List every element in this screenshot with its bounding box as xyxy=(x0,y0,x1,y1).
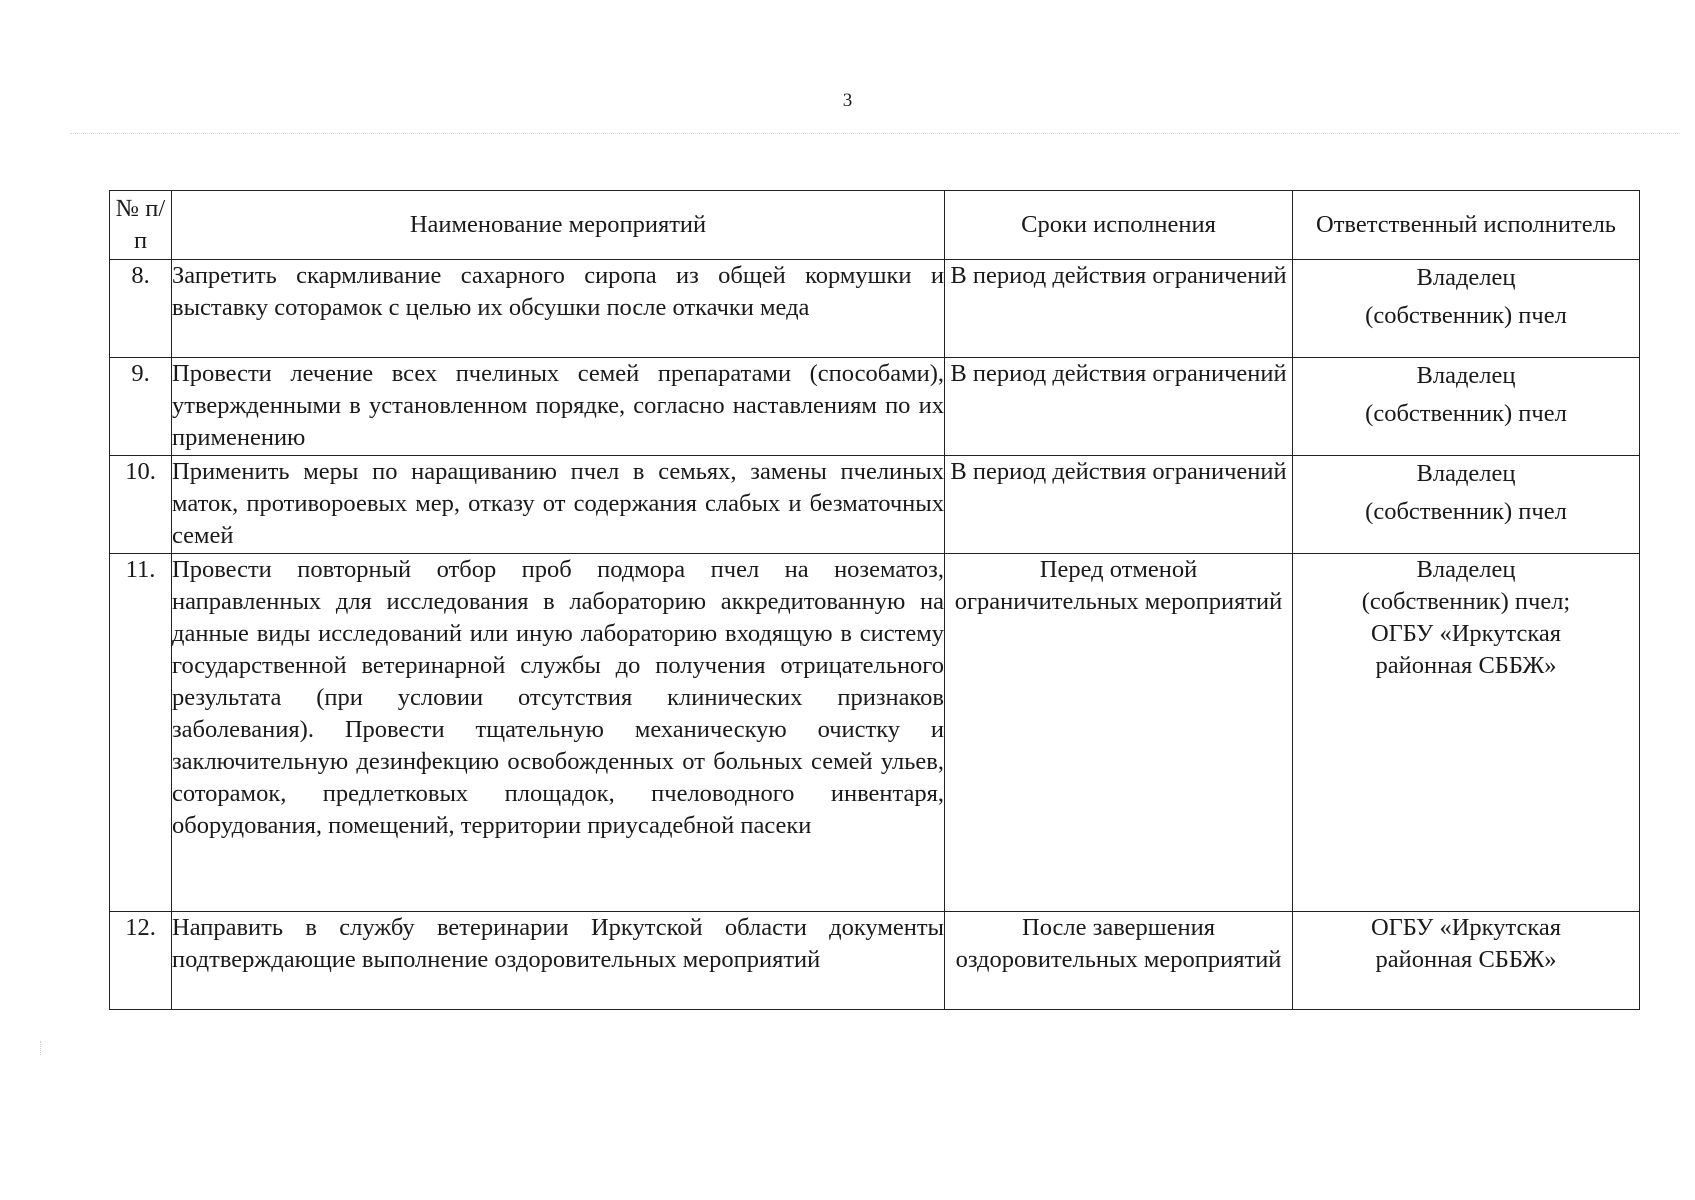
measure-responsible xyxy=(1293,260,1640,358)
responsible-line: Владелец xyxy=(1416,460,1516,487)
header-term: Сроки исполнения xyxy=(945,191,1293,260)
measure-term: В период действия ограничений xyxy=(945,456,1293,554)
responsible-line: Владелец xyxy=(1416,264,1516,291)
row-number: 10. xyxy=(110,456,172,554)
measure-name: Применить меры по наращиванию пчел в семьях, замены пчелиных маток, противороевых мер, отказу от содержания слабых и безматочных семей xyxy=(172,456,945,554)
responsible-line: (собственник) пчел; xyxy=(1361,588,1571,615)
table-row xyxy=(110,456,1640,554)
measure-name: Провести повторный отбор проб подмора пчел на нозематоз, направленных для исследования в лабораторию аккредитованную на данные виды исследований или иную лабораторию входящую в систему государственной ветеринарной службы до получения отрицательного результата (при условии отсутствия клинических признаков заболевания). Провести тщательную механическую очистку и заключительную дезинфекцию освобожденных от больных семей ульев, соторамок, предлетковых площадок, пчеловодного инвентаря, оборудования, помещений, территории приусадебной пасеки xyxy=(172,554,945,912)
responsible-line: районная СББЖ» xyxy=(1375,652,1557,679)
measure-term: После завершения оздоровительных мероприятий xyxy=(945,912,1293,1010)
measure-responsible xyxy=(1293,554,1640,912)
measure-responsible xyxy=(1293,456,1640,554)
measure-term: В период действия ограничений xyxy=(945,358,1293,456)
responsible-line: районная СББЖ» xyxy=(1375,946,1557,973)
responsible-line: (собственник) пчел xyxy=(1365,400,1567,427)
row-number: 12. xyxy=(110,912,172,1010)
row-number: 8. xyxy=(110,260,172,358)
measure-name: Запретить скармливание сахарного сиропа из общей кормушки и выставку соторамок с целью их обсушки после откачки меда xyxy=(172,260,945,358)
table-header-row xyxy=(110,191,1640,260)
measures-table xyxy=(109,190,1640,1010)
table-row xyxy=(110,912,1640,1010)
measure-term: В период действия ограничений xyxy=(945,260,1293,358)
header-resp: Ответственный исполнитель xyxy=(1293,191,1640,260)
responsible-line: (собственник) пчел xyxy=(1365,498,1567,525)
header-name: Наименование мероприятий xyxy=(172,191,945,260)
responsible-line: Владелец xyxy=(1416,362,1516,389)
row-number: 9. xyxy=(110,358,172,456)
measure-name: Направить в службу ветеринарии Иркутской области документы подтверждающие выполнение оздоровительных мероприятий xyxy=(172,912,945,1010)
measure-responsible xyxy=(1293,358,1640,456)
responsible-line: ОГБУ «Иркутская xyxy=(1370,914,1562,941)
table-row xyxy=(110,260,1640,358)
responsible-line: (собственник) пчел xyxy=(1365,302,1567,329)
page-number: 3 xyxy=(842,90,853,111)
measure-responsible xyxy=(1293,912,1640,1010)
measure-name: Провести лечение всех пчелиных семей препаратами (способами), утвержденными в установленном порядке, согласно наставлениям по их применению xyxy=(172,358,945,456)
measure-term: Перед отменой ограничительных мероприятий xyxy=(945,554,1293,912)
responsible-line: ОГБУ «Иркутская xyxy=(1370,620,1562,647)
table-row xyxy=(110,554,1640,912)
scan-artifact-line xyxy=(70,133,1680,134)
header-num: № п/п xyxy=(110,191,172,260)
scan-artifact-mark xyxy=(40,1041,47,1055)
responsible-line: Владелец xyxy=(1416,556,1516,583)
table-row xyxy=(110,358,1640,456)
row-number: 11. xyxy=(110,554,172,912)
